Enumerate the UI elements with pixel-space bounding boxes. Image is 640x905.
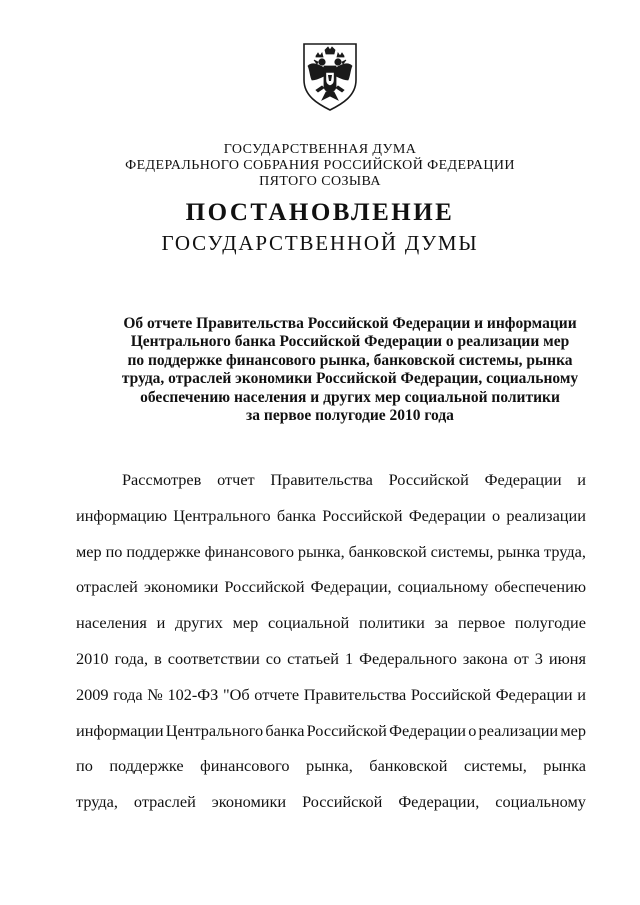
body-word: банковской	[369, 756, 448, 776]
body-word: рынка,	[297, 541, 345, 561]
body-word: Российской	[224, 577, 305, 597]
document-type-subtitle: ГОСУДАРСТВЕННОЙ ДУМЫ	[161, 231, 479, 255]
body-word: финансового	[204, 541, 294, 561]
body-word: Российской	[410, 684, 492, 704]
body-word: Российской	[322, 505, 403, 525]
body-line	[76, 647, 586, 683]
body-word: поддержке	[109, 756, 184, 776]
body-word: отраслей	[76, 577, 138, 597]
body-word: отчете	[254, 684, 300, 704]
body-word: Федерации	[389, 720, 466, 740]
header-line-3: ПЯТОГО СОЗЫВА	[259, 174, 381, 189]
body-word: 2010	[76, 648, 109, 668]
body-word: социальной	[267, 613, 350, 633]
body-word: 3	[534, 648, 543, 668]
body-word: информацию	[76, 505, 168, 525]
body-word: первое	[457, 613, 506, 633]
body-text	[76, 468, 586, 826]
subject-line: Об отчете Правительства Российской Федерации и информации	[123, 315, 577, 332]
body-word: Правительства	[303, 684, 407, 704]
body-word: Правительства	[270, 470, 373, 489]
body-word: и	[156, 613, 166, 633]
body-line	[76, 754, 586, 790]
body-word: Федерации	[495, 684, 573, 704]
body-word: Центрального	[173, 505, 271, 525]
body-line	[76, 504, 586, 540]
russian-coat-of-arms-icon	[298, 40, 362, 112]
body-word: 102-ФЗ	[167, 684, 219, 704]
body-word: рынка,	[306, 756, 353, 776]
body-word: Федерации	[408, 505, 486, 525]
document-type-title: ПОСТАНОВЛЕНИЕ	[185, 199, 455, 226]
body-word: полугодие	[514, 613, 586, 633]
body-word: рынка	[543, 756, 586, 776]
body-word: года	[113, 684, 143, 704]
body-line	[76, 468, 586, 504]
body-word: финансового	[200, 756, 290, 776]
body-word: года,	[114, 648, 149, 668]
body-word: статьей	[287, 648, 339, 668]
body-word: Федерации,	[398, 792, 480, 812]
body-word: социальному	[397, 577, 489, 597]
body-word: социальному	[495, 792, 586, 812]
body-line	[76, 611, 586, 647]
body-word: рынка	[497, 541, 541, 561]
body-word: закона	[462, 648, 508, 668]
body-word: обеспечению	[494, 577, 586, 597]
body-line	[76, 575, 586, 611]
header-line-2: ФЕДЕРАЛЬНОГО СОБРАНИЯ РОССИЙСКОЙ ФЕДЕРАЦИИ	[125, 158, 515, 173]
body-word: и	[577, 470, 586, 489]
body-word: о	[468, 720, 477, 740]
body-word: реализации	[506, 505, 586, 525]
body-word: по	[76, 756, 93, 776]
body-word: других	[174, 613, 223, 633]
body-word: Федерации,	[310, 577, 392, 597]
body-line	[76, 540, 586, 576]
body-word: экономики	[143, 577, 219, 597]
body-word: отчет	[217, 470, 255, 489]
body-word: июня	[548, 648, 586, 668]
body-word: от	[513, 648, 529, 668]
body-word: о	[491, 505, 501, 525]
body-word: Российской	[302, 792, 383, 812]
body-line	[76, 790, 586, 826]
body-word: Федерального	[359, 648, 457, 668]
body-word: мер	[76, 541, 102, 561]
body-word: соответствии	[167, 648, 260, 668]
body-word: Центрального	[165, 720, 264, 740]
body-word: банковской	[348, 541, 427, 561]
body-line	[76, 719, 586, 755]
body-word: со	[265, 648, 282, 668]
body-word: и	[577, 684, 586, 704]
subject-line: по поддержке финансового рынка, банковской системы, рынка	[127, 351, 573, 369]
subject-line: труда, отраслей экономики Российской Федерации, социальному	[121, 370, 579, 388]
body-word: "Об	[222, 684, 250, 704]
body-word: в	[154, 648, 162, 668]
body-word: реализации	[478, 720, 559, 740]
body-word: Российской	[388, 470, 469, 489]
body-word: политики	[358, 613, 425, 633]
body-word: поддержке	[126, 541, 201, 561]
body-word: Российской	[306, 720, 387, 740]
header-line-1: ГОСУДАРСТВЕННАЯ ДУМА	[223, 142, 417, 157]
body-word: Рассмотрев	[122, 470, 202, 489]
body-word: 1	[344, 648, 354, 668]
body-word: №	[147, 684, 163, 704]
body-word: мер	[232, 613, 259, 633]
body-word: по	[105, 541, 123, 561]
body-word: банка	[276, 505, 317, 525]
body-word: труда,	[544, 541, 586, 561]
body-word: информации	[76, 720, 164, 740]
body-word: банка	[265, 720, 305, 740]
subject-line: обеспечению населения и других мер социальной политики	[140, 388, 560, 406]
body-word: экономики	[211, 792, 287, 812]
body-word: труда,	[76, 792, 118, 812]
body-word: системы,	[430, 541, 494, 561]
body-word: 2009	[76, 684, 109, 704]
body-word: системы,	[463, 756, 527, 776]
body-word: за	[434, 613, 449, 633]
resolution-subject	[100, 315, 600, 425]
subject-line: за первое полугодие 2010 года	[246, 407, 454, 425]
body-word: Федерации	[484, 470, 562, 489]
body-word: отраслей	[133, 792, 196, 812]
body-word: мер	[560, 720, 586, 740]
subject-line: Центрального банка Российской Федерации о реализации мер	[130, 333, 570, 351]
body-line	[76, 683, 586, 719]
body-word: населения	[76, 613, 147, 633]
